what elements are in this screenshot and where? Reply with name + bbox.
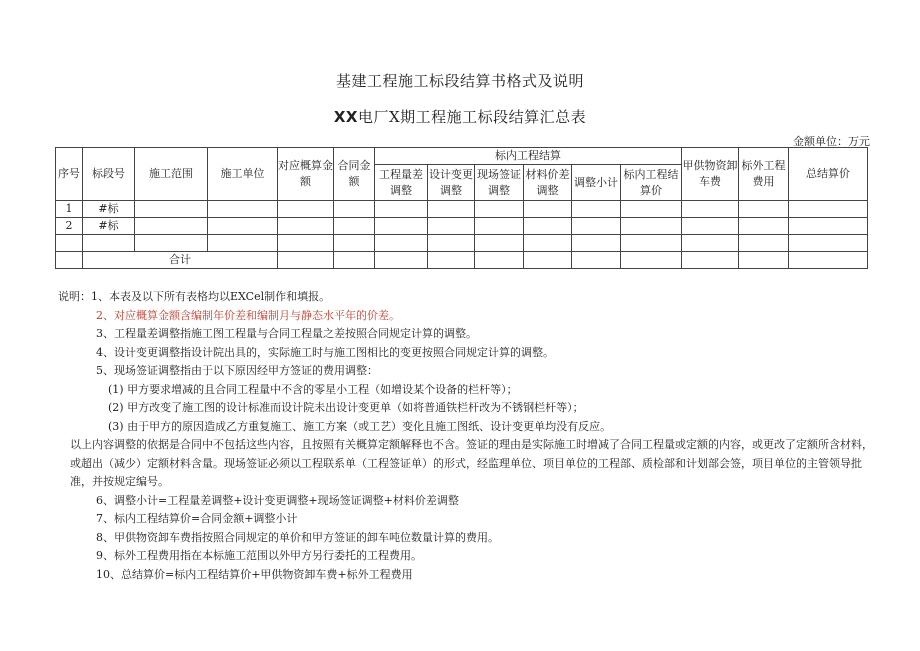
- note-8: 8、甲供物资卸车费指按照合同规定的单价和甲方签证的卸车吨位数量计算的费用。: [96, 530, 499, 544]
- header-section-no: 标段号: [83, 148, 135, 201]
- note-10: 10、总结算价=标内工程结算价+甲供物资卸车费+标外工程费用: [96, 567, 413, 581]
- note-5-item-3: (3) 由于甲方的原因造成乙方重复施工、施工方案（或工艺）变化且施工图纸、设计变更单均没有反应。: [108, 419, 612, 433]
- settlement-summary-table: [55, 147, 868, 269]
- note-5-item-1: (1) 甲方要求增减的且合同工程量中不含的零星小工程（如增设某个设备的栏杆等）；: [108, 382, 518, 396]
- header-budget: 对应概算金额: [278, 148, 334, 201]
- header-seq: 序号: [56, 148, 83, 201]
- cell-section-no: #标: [83, 201, 135, 218]
- note-3: 3、工程量差调整指施工图工程量与合同工程量之差按照合同规定计算的调整。: [96, 327, 477, 340]
- table-row: [56, 218, 868, 235]
- header-inner-group: 标内工程结算: [375, 148, 682, 165]
- note-2: 2、对应概算金额含编制年价差和编制月与静态水平年的价差。: [96, 308, 400, 322]
- header-total-price: 总结算价: [789, 148, 868, 201]
- header-visa-adj: 现场签证调整: [475, 165, 524, 201]
- cell-section-no: #标: [83, 218, 135, 235]
- notes-section: [58, 288, 878, 584]
- table-total-row: [56, 252, 868, 269]
- document-title: 基建工程施工标段结算书格式及说明: [335, 72, 584, 90]
- header-qty-adj: 工程量差调整: [375, 165, 428, 201]
- table-row: [56, 201, 868, 218]
- note-5-item-2: (2) 甲方改变了施工图的设计标准而设计院未出设计变更单（如将普通铁栏杆改为不锈钢栏杆等）；: [108, 401, 584, 414]
- cell-seq: 1: [56, 201, 83, 218]
- header-unit: 施工单位: [208, 148, 278, 201]
- cell-seq: 2: [56, 218, 83, 235]
- note-9: 9、标外工程费用指在本标施工范围以外甲方另行委托的工程费用。: [96, 549, 422, 562]
- header-contract: 合同金额: [334, 148, 375, 201]
- amount-unit-label: 金额单位：万元: [793, 135, 870, 148]
- header-material-adj: 材料价差调整: [524, 165, 572, 201]
- table-title-prefix: XX: [333, 108, 358, 126]
- table-title-text: 电厂X期工程施工标段结算汇总表: [357, 108, 587, 126]
- note-5-paragraph: 以上内容调整的依据是合同中不包括这些内容，且按照有关概算定额解释也不含。签证的理由是实际施工时增减了合同工程量或定额的内容，或更改了定额所含材料，或超出（减少）定额材料含量。现场签证必须以工程联系单（工程签证单）的形式，经监理单位、项目单位的工程部、质检部和计划部会签，项目单位的主管领导批准，并按规定编号。: [70, 438, 873, 488]
- table-row: [56, 235, 868, 252]
- header-scope: 施工范围: [135, 148, 208, 201]
- table-title: [0, 106, 920, 127]
- total-label: 合计: [83, 252, 278, 269]
- note-7: 7、标内工程结算价=合同金额+调整小计: [96, 512, 298, 525]
- note-5: 5、现场签证调整指由于以下原因经甲方签证的费用调整：: [96, 364, 378, 377]
- header-inner-price: 标内工程结算价: [621, 165, 682, 201]
- header-design-adj: 设计变更调整: [428, 165, 475, 201]
- header-supply-fee: 甲供物资卸车费: [682, 148, 739, 201]
- note-1: 说明：1、本表及以下所有表格均以EXCel制作和填报。: [58, 290, 331, 303]
- header-outer-fee: 标外工程费用: [739, 148, 789, 201]
- note-6: 6、调整小计=工程量差调整+设计变更调整+现场签证调整+材料价差调整: [96, 493, 459, 507]
- header-adj-subtotal: 调整小计: [572, 165, 621, 201]
- note-4: 4、设计变更调整指设计院出具的，实际施工时与施工图相比的变更按照合同规定计算的调整。: [96, 345, 554, 359]
